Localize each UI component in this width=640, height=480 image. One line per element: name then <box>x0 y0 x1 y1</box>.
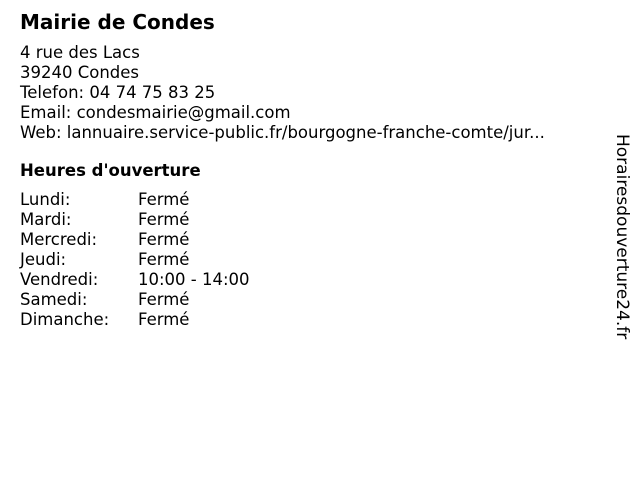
brand-watermark <box>610 134 634 374</box>
day-hours: Fermé <box>138 230 190 249</box>
day-hours: Fermé <box>138 250 190 269</box>
address-line-2: 39240 Condes <box>20 63 140 82</box>
hours-row-sunday <box>20 310 600 330</box>
day-label: Dimanche: <box>20 310 110 329</box>
hours-row-saturday <box>20 290 600 310</box>
brand-text[interactable]: Horairesdouverture24.fr <box>612 134 632 340</box>
place-card <box>20 10 600 330</box>
day-label: Lundi: <box>20 190 71 209</box>
day-hours: Fermé <box>138 190 190 209</box>
day-label: Mardi: <box>20 210 72 229</box>
day-label: Jeudi: <box>20 250 67 269</box>
day-label: Mercredi: <box>20 230 98 249</box>
opening-hours-title: Heures d'ouverture <box>20 161 201 180</box>
address-line-1: 4 rue des Lacs <box>20 43 140 62</box>
day-hours: Fermé <box>138 290 190 309</box>
hours-row-tuesday <box>20 210 600 230</box>
day-label: Samedi: <box>20 290 88 309</box>
day-hours: 10:00 - 14:00 <box>138 270 250 289</box>
day-label: Vendredi: <box>20 270 99 289</box>
place-name: Mairie de Condes <box>20 10 215 34</box>
hours-row-thursday <box>20 250 600 270</box>
hours-row-friday <box>20 270 600 290</box>
phone-line[interactable]: Telefon: 04 74 75 83 25 <box>20 83 216 102</box>
hours-row-wednesday <box>20 230 600 250</box>
email-line[interactable]: Email: condesmairie@gmail.com <box>20 103 291 122</box>
day-hours: Fermé <box>138 310 190 329</box>
opening-hours-list <box>20 190 600 330</box>
hours-row-monday <box>20 190 600 210</box>
web-line[interactable]: Web: lannuaire.service-public.fr/bourgogne-franche-comte/jur... <box>20 123 545 142</box>
day-hours: Fermé <box>138 210 190 229</box>
